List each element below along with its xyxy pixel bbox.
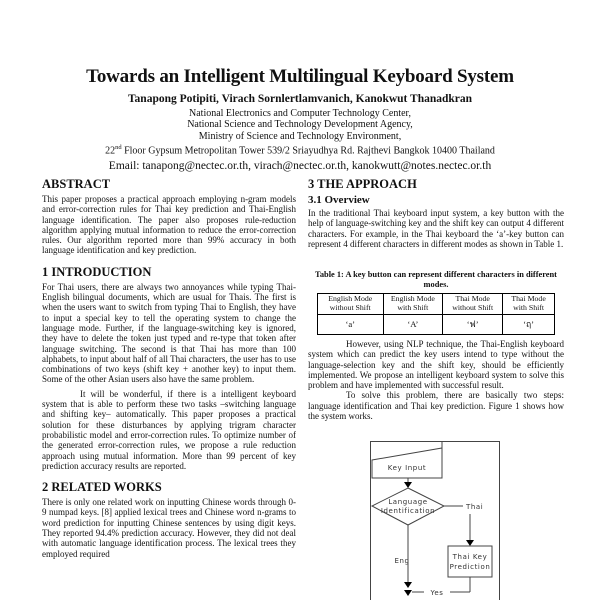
- page-title: Towards an Intelligent Multilingual Keyboard System: [86, 66, 514, 87]
- paper-header: [0, 66, 600, 172]
- address-number: 22: [105, 145, 116, 157]
- authors-line: Tanapong Potipiti, Virach Sornlertlamvanich, Kanokwut Thanadkran: [127, 93, 473, 105]
- arrowhead-down-icon: [404, 582, 412, 588]
- approach-paragraph-2: However, using NLP technique, the Thai-English keyboard system which can predict the key users intend to type without the language-selection key and the shift key, should be efficiently implemented. We propose an intelligent keyboard system to solve this problem and have implemented with successful result.: [308, 338, 564, 391]
- figure1-flowchart: [370, 441, 502, 600]
- table1-header-cell: English Mode without Shift: [318, 294, 384, 315]
- flowchart-label-language: Language: [388, 498, 428, 506]
- table1-header-cell: Thai Mode with Shift: [503, 294, 555, 315]
- table1-caption: Table 1: A key button can represent different characters in different modes.: [315, 270, 557, 289]
- section-heading-approach: 3 THE APPROACH: [308, 177, 417, 191]
- approach-paragraph-3: To solve this problem, there are basically two steps: language identification and Thai key prediction. Figure 1 shows how the system works.: [308, 390, 564, 422]
- arrowhead-down-icon: [404, 590, 412, 596]
- table1-value-cell: ‘ฟ’: [443, 314, 503, 334]
- address-rest: Floor Gypsum Metropolitan Tower 539/2 Sriayudhya Rd. Rajthevi Bangkok 10400 Thailand: [121, 145, 495, 157]
- affiliation-line: National Science and Technology Development Agency,: [187, 119, 413, 131]
- introduction-paragraph-2: It will be wonderful, if there is a intelligent keyboard system that is able to perform these two tasks –switching language and shifting key– automatically. This paper proposes a practical solution for these disturbances by applying trigram character probabilistic model and error-correction rules. To optimize number of the generated error-correction rules, we propose a rule reduction approach using mutual information. More than 99 percent of key prediction accuracy results are reported.: [42, 388, 296, 471]
- key-input-shape: [372, 448, 442, 478]
- affiliation-line: National Electronics and Computer Technology Center,: [189, 108, 411, 119]
- arrowhead-down-icon: [404, 482, 412, 488]
- arrowhead-down-icon: [466, 540, 474, 546]
- table1-value-cell: ‘ฤ’: [503, 314, 555, 334]
- address-line: [0, 142, 600, 157]
- table1-header-cell: Thai Mode without Shift: [443, 294, 503, 315]
- table1-header-cell: English Mode with Shift: [383, 294, 443, 315]
- table1: [317, 293, 555, 335]
- introduction-paragraph-1: For Thai users, there are always two annoyances while typing Thai-English bilingual documents, which are usual for Thais. The first is when the users want to switch from typing Thai to English, they have to input a special key to tell the operating system to change the language mode. Further, if the language-switching key is ignored, they have to delete the token just typed and re-type that token after language switching. The second is that Thai has more than 100 alphabets, to input about half of all Thai characters, the user has to use combinations of two keys (shift key + another key) to input them. Some of the other Asian users also have the same problem.: [42, 281, 296, 385]
- flowchart-label-thai: Thai: [466, 503, 484, 511]
- affiliations: [0, 108, 600, 157]
- right-column: [308, 178, 564, 600]
- table1-value-cell: ‘a’: [318, 314, 384, 334]
- flowchart-label-prediction: Prediction: [449, 563, 491, 571]
- table-row: [318, 294, 555, 315]
- flowchart-label-identification: Identification: [380, 507, 436, 515]
- table1-value-cell: ‘A’: [383, 314, 443, 334]
- left-column: [42, 178, 296, 600]
- subsection-heading-overview: 3.1 Overview: [308, 194, 370, 206]
- flowchart-label-thai-key: Thai Key: [452, 553, 488, 561]
- related-works-paragraph: There is only one related work on inputting Chinese words through 0-9 numpad keys. [8] applied lexical trees and Chinese word n-grams to word prediction for inputting Chinese sentences by using digit keys. They reported 94.4% prediction accuracy. However, they did not deal with automatic language identification process. The lexical trees they employed required: [42, 497, 296, 559]
- address-ordinal: nd: [115, 143, 122, 151]
- flowchart-label-key-input: Key Input: [387, 464, 427, 472]
- thai-key-prediction-box: [448, 546, 492, 577]
- flowchart-canvas: [370, 441, 502, 600]
- two-column-body: [42, 178, 564, 600]
- flowchart-label-eng: Eng: [394, 557, 410, 565]
- section-heading-related-works: 2 RELATED WORKS: [42, 480, 162, 495]
- table-row: [318, 314, 555, 334]
- section-heading-introduction: 1 INTRODUCTION: [42, 264, 152, 279]
- abstract-paragraph: This paper proposes a practical approach employing n-gram models and error-correction rules for Thai key prediction and Thai-English language identification. The paper also proposes rule-reduction algorithm applying mutual information to reduce the error-correction rules. Our algorithm reported more than 99% accuracy in both language identification and key prediction.: [42, 194, 296, 256]
- overview-paragraph-1: In the traditional Thai keyboard input system, a key button with the help of language-switching key and the shift key can output 4 different characters. For example, in the Thai keyboard the ‘a’-key button can represent 4 different characters in different modes as shown in Table 1.: [308, 208, 564, 249]
- email-line: Email: tanapong@nectec.or.th, virach@nectec.or.th, kanokwutt@notes.nectec.or.th: [108, 159, 492, 172]
- flowchart-label-yes: Yes: [430, 589, 444, 597]
- section-heading-abstract: ABSTRACT: [42, 177, 111, 191]
- affiliation-line: Ministry of Science and Technology Environment,: [198, 130, 402, 142]
